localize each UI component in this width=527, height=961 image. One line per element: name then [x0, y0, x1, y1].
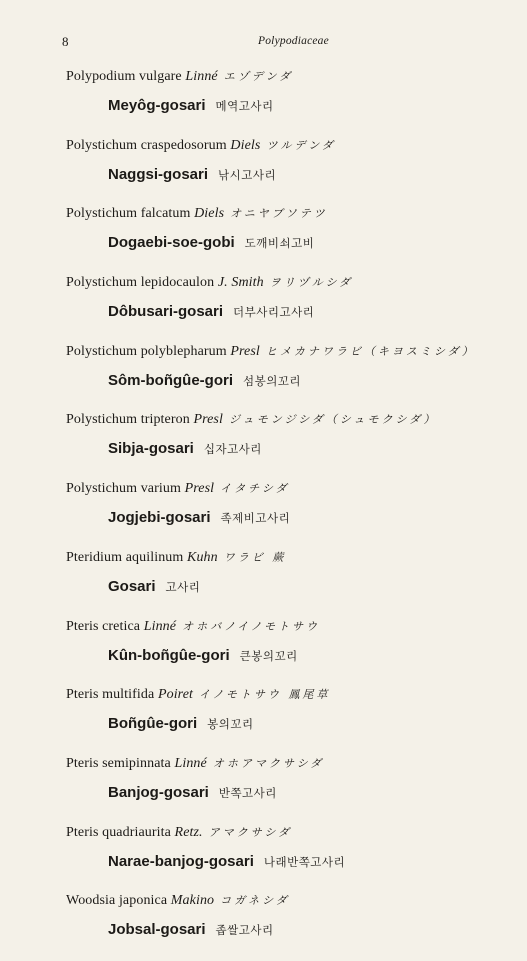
author: Diels	[194, 206, 225, 222]
genus-species: Polystichum lepidocaulon	[66, 275, 215, 291]
korean-name-line	[108, 853, 345, 871]
japanese-name: ヒメカナワラビ（キヨスミシダ）	[265, 344, 476, 358]
korean-name-line	[108, 509, 290, 527]
species-entry	[0, 274, 527, 343]
scientific-name-line	[66, 618, 320, 635]
korean-romanized: Banjog-gosari	[108, 783, 209, 801]
species-list	[0, 68, 527, 961]
species-entry	[0, 68, 527, 137]
genus-species: Woodsia japonica	[66, 893, 168, 909]
author: Kuhn	[187, 549, 218, 565]
genus-species: Polystichum varium	[66, 481, 181, 497]
korean-hangul: 도깨비쇠고비	[244, 236, 315, 251]
scientific-name-line	[66, 205, 328, 222]
page-number: 8	[62, 34, 69, 49]
korean-romanized: Jobsal-gosari	[108, 921, 206, 939]
korean-romanized: Jogjebi-gosari	[108, 509, 211, 527]
japanese-name: ジュモンジシダ（シュモクシダ）	[228, 413, 438, 427]
page-header	[62, 34, 487, 52]
running-title: Polypodiaceae	[258, 35, 329, 47]
genus-species: Pteris cretica	[66, 618, 141, 634]
korean-hangul: 고사리	[165, 579, 201, 594]
scientific-name-line	[66, 549, 286, 566]
scientific-name-line	[66, 892, 290, 909]
korean-romanized: Dogaebi-soe-gobi	[108, 234, 235, 252]
scientific-name-line	[66, 686, 330, 703]
korean-hangul: 메역고사리	[215, 99, 274, 113]
species-entry	[0, 549, 527, 618]
korean-name-line	[108, 784, 277, 802]
korean-romanized: Sôm-boñgûe-gori	[108, 371, 233, 389]
author: Linné	[174, 755, 207, 771]
author: Presl	[193, 412, 223, 428]
korean-romanized: Meyôg-gosari	[108, 97, 206, 114]
genus-species: Pteris multifida	[66, 687, 155, 703]
korean-name-line	[108, 166, 276, 184]
japanese-name: ヲリヅルシダ	[269, 276, 354, 290]
japanese-name: エゾデンダ	[223, 70, 294, 83]
korean-romanized: Naggsi-gosari	[108, 165, 209, 183]
korean-hangul: 더부사리고사리	[233, 305, 315, 320]
korean-name-line	[108, 97, 274, 115]
korean-name-line	[108, 372, 301, 390]
scientific-name-line	[66, 480, 289, 497]
korean-hangul: 섬봉의꼬리	[242, 373, 302, 388]
scientific-name-line	[66, 68, 293, 85]
author: Makino	[170, 893, 215, 909]
author: Retz.	[174, 824, 203, 840]
author: Linné	[143, 618, 177, 634]
genus-species: Pteridium aquilinum	[66, 549, 184, 565]
korean-romanized: Kûn-boñgûe-gori	[108, 646, 230, 664]
species-entry	[0, 205, 527, 274]
species-entry	[0, 343, 527, 412]
japanese-name: ツルデンダ	[266, 138, 336, 152]
scientific-name-line	[66, 824, 292, 841]
korean-name-line	[108, 647, 298, 665]
korean-hangul: 족제비고사리	[220, 511, 291, 526]
japanese-name: イノモトサウ 鳳尾草	[199, 688, 331, 702]
author: Presl	[230, 343, 260, 359]
japanese-name: ワラビ 蕨	[223, 550, 287, 564]
korean-romanized: Gosari	[108, 577, 156, 595]
korean-hangul: 봉의꼬리	[207, 717, 254, 732]
author: J. Smith	[217, 275, 264, 291]
korean-romanized: Narae-banjog-gosari	[108, 852, 254, 870]
korean-name-line	[108, 234, 314, 252]
species-entry	[0, 137, 527, 206]
korean-hangul: 반쪽고사리	[218, 785, 277, 800]
japanese-name: コガネシダ	[220, 894, 290, 908]
scientific-name-line	[66, 343, 476, 360]
korean-hangul: 큰봉의꼬리	[239, 648, 298, 663]
scientific-name-line	[66, 755, 324, 772]
genus-species: Polystichum polyblepharum	[66, 343, 227, 359]
japanese-name: アマクサシダ	[208, 825, 292, 839]
japanese-name: オニヤブソテツ	[230, 207, 328, 221]
author: Poiret	[157, 687, 194, 703]
korean-name-line	[108, 921, 274, 939]
species-entry	[0, 618, 527, 687]
korean-hangul: 좁쌀고사리	[215, 923, 274, 938]
genus-species: Polystichum craspedosorum	[66, 137, 227, 153]
scientific-name-line	[66, 274, 353, 291]
species-entry	[0, 480, 527, 549]
japanese-name: オホバノイノモトサウ	[182, 619, 321, 633]
genus-species: Pteris quadriaurita	[66, 824, 171, 840]
genus-species: Polystichum tripteron	[66, 412, 190, 428]
korean-hangul: 십자고사리	[203, 442, 262, 457]
species-entry	[0, 686, 527, 755]
korean-name-line	[108, 440, 262, 458]
korean-name-line	[108, 303, 314, 321]
korean-name-line	[108, 715, 254, 733]
genus-species: Pteris semipinnata	[66, 755, 171, 771]
species-entry	[0, 824, 527, 893]
scientific-name-line	[66, 411, 437, 428]
species-entry	[0, 411, 527, 480]
scientific-name-line	[66, 137, 336, 154]
japanese-name: オホアマクサシダ	[212, 756, 325, 770]
genus-species: Polystichum falcatum	[66, 206, 191, 222]
author: Linné	[185, 69, 218, 84]
japanese-name: イタチシダ	[220, 482, 290, 496]
author: Presl	[184, 481, 215, 497]
author: Diels	[230, 137, 261, 153]
korean-romanized: Sibja-gosari	[108, 440, 194, 458]
korean-romanized: Dôbusari-gosari	[108, 303, 224, 321]
genus-species: Polypodium vulgare	[66, 69, 182, 84]
korean-hangul: 나래반쪽고사리	[263, 854, 346, 869]
species-entry	[0, 755, 527, 824]
korean-hangul: 낚시고사리	[218, 167, 277, 182]
korean-romanized: Boñgûe-gori	[108, 715, 198, 733]
species-entry	[0, 892, 527, 961]
korean-name-line	[108, 578, 200, 596]
